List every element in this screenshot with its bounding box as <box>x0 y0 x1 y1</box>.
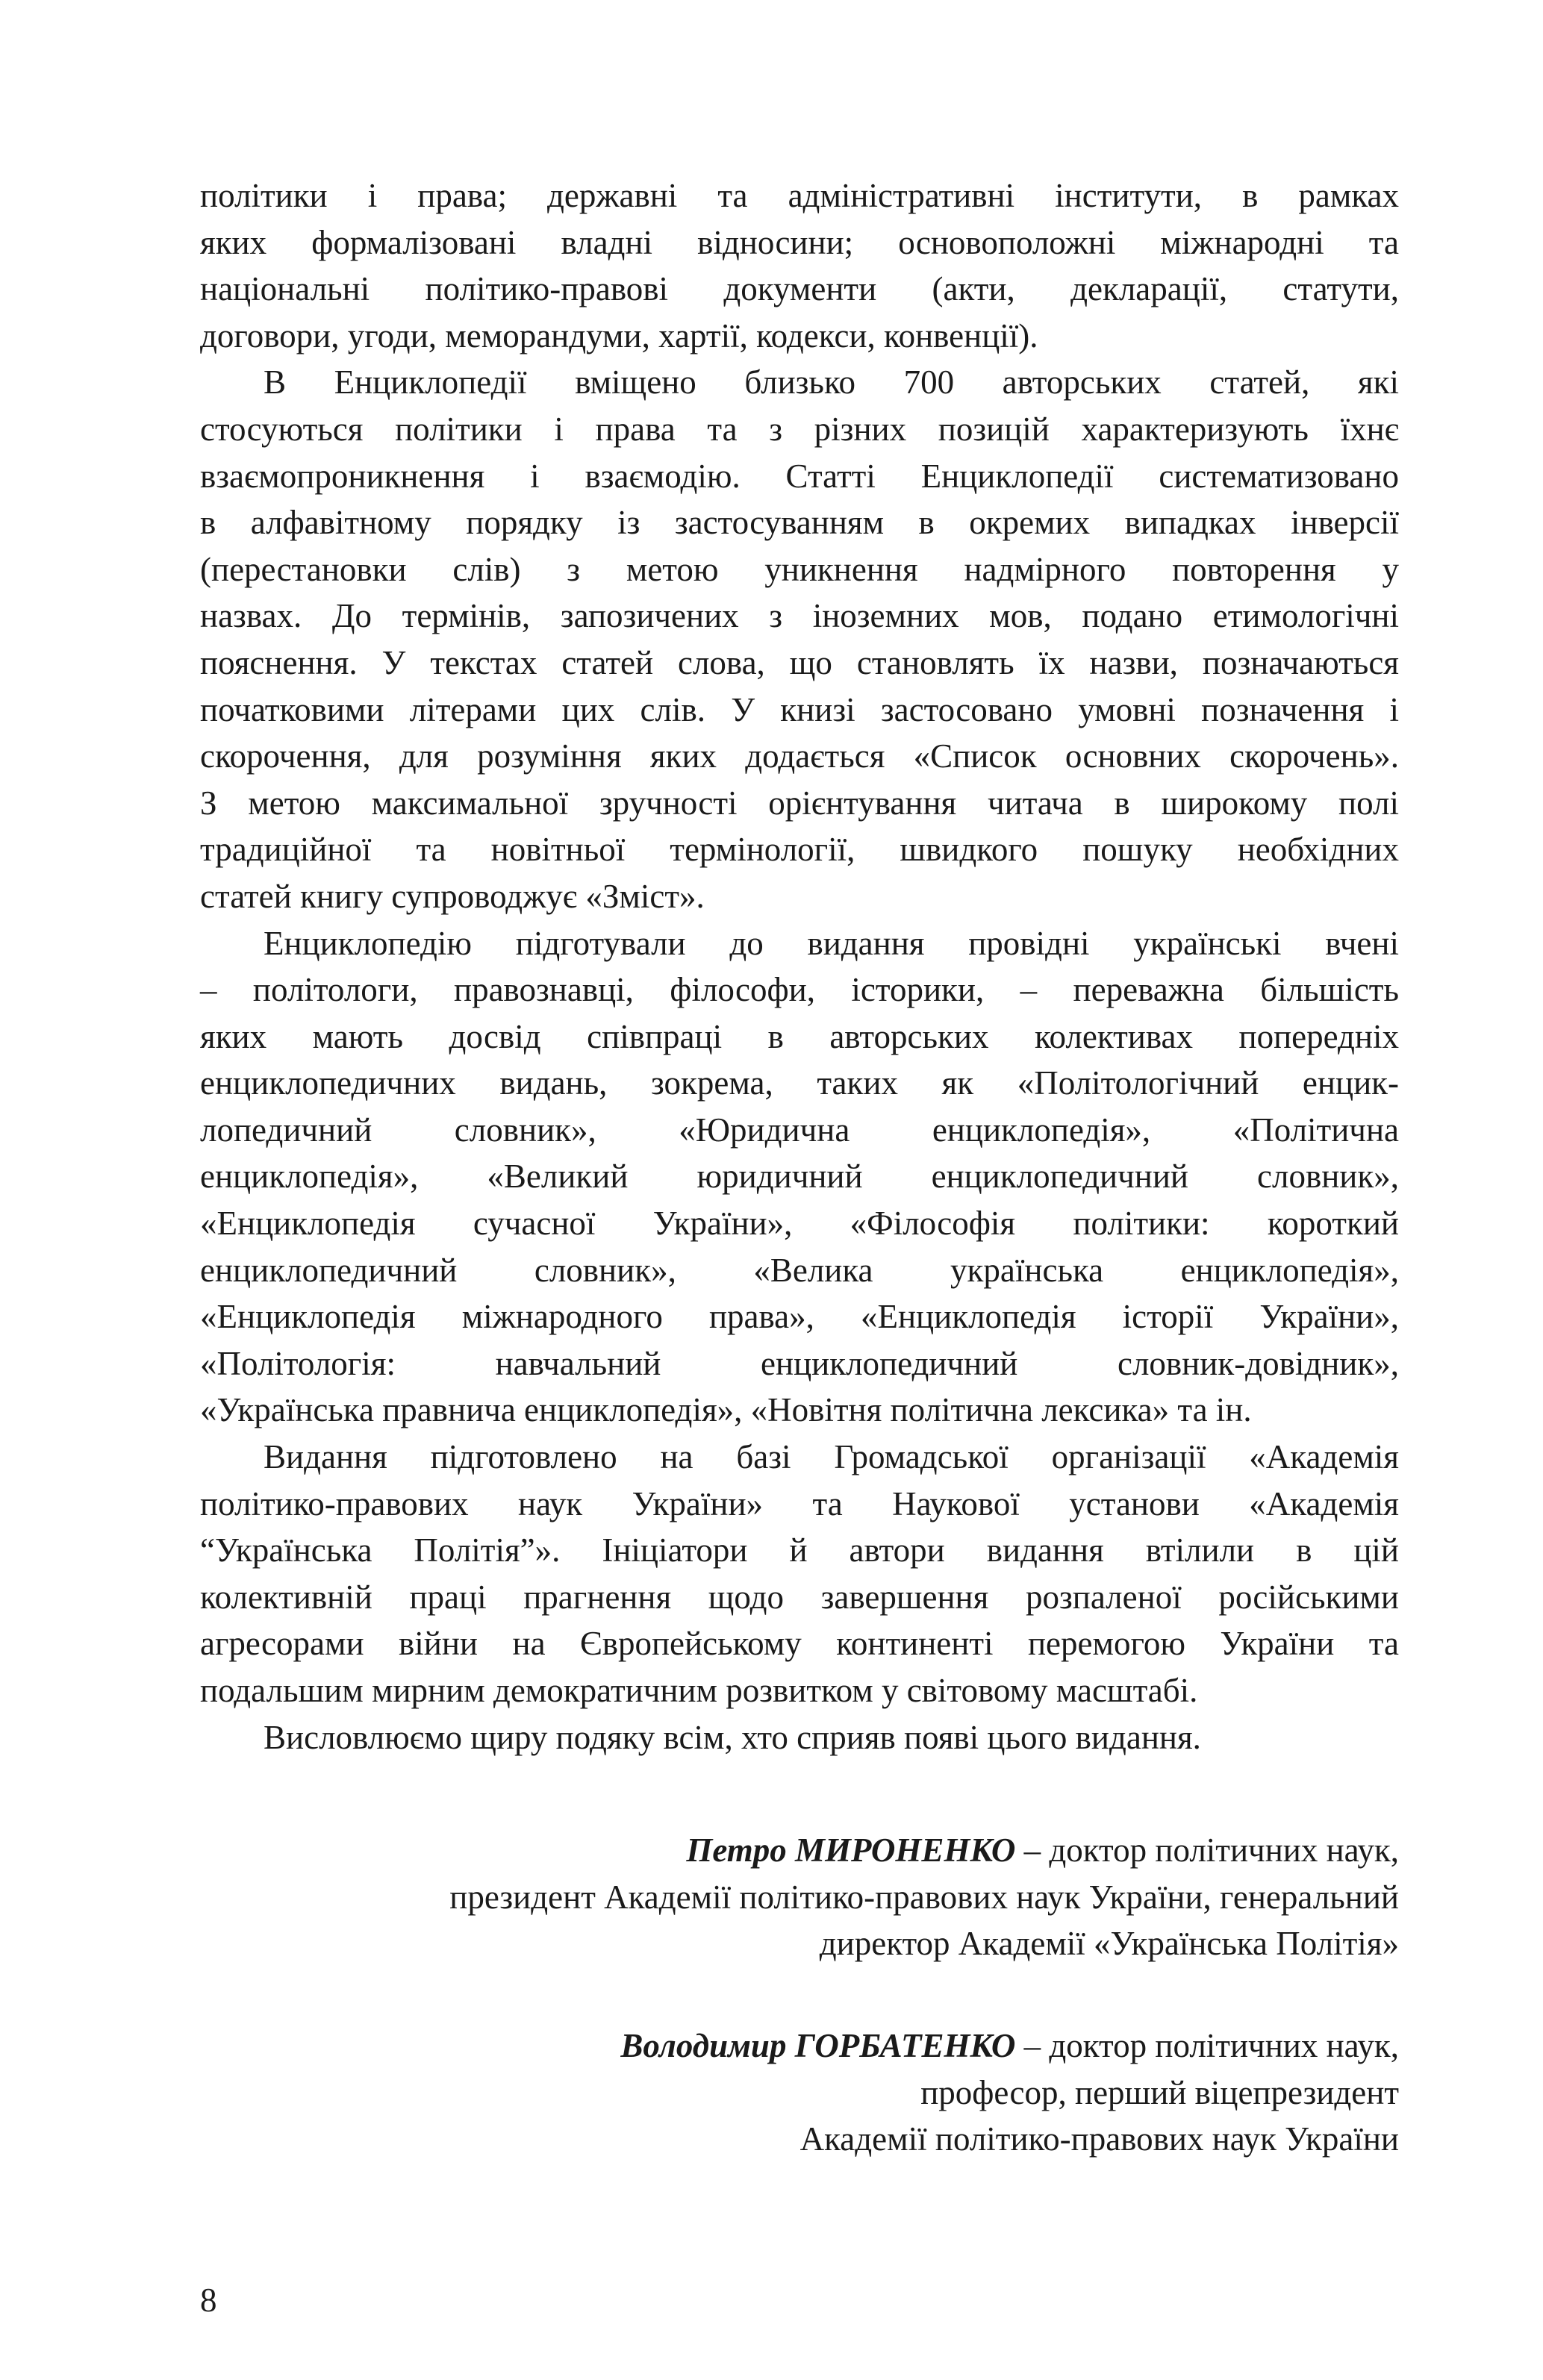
author-title-line: Академії політико-правових наук України <box>799 2120 1399 2158</box>
author-title: – доктор політичних наук, <box>1015 2027 1399 2064</box>
paragraph-line: Видання підготовлено на базі Громадської організації «Академія <box>264 1438 1399 1476</box>
paragraph-line: договори, угоди, меморандуми, хартії, кодекси, конвенції). <box>200 316 1038 354</box>
paragraph-line: яких мають досвід співпраці в авторських колективах попередніх <box>200 1017 1399 1055</box>
paragraph-line: початковими літерами цих слів. У книзі застосовано умовні позначення і <box>200 690 1399 728</box>
signature-mironenko <box>200 1827 1399 1967</box>
paragraph-line: – політологи, правознавці, філософи, історики, – переважна більшість <box>200 971 1399 1009</box>
paragraph-line: подальшим мирним демократичним розвитком у світовому масштабі. <box>200 1672 1198 1709</box>
paragraph-line: «Політологія: навчальний енциклопедичний словник-довідник», <box>200 1344 1399 1382</box>
paragraph-line: енциклопедичних видань, зокрема, таких як «Політологічний енцик- <box>200 1064 1399 1102</box>
page-number: 8 <box>200 2281 217 2319</box>
paragraph-line: енциклопедія», «Великий юридичний енциклопедичний словник», <box>200 1158 1399 1196</box>
paragraph-line: (перестановки слів) з метою уникнення надмірного повторення у <box>200 550 1399 588</box>
paragraph-line: традиційної та новітньої термінології, швидкого пошуку необхідних <box>200 831 1399 869</box>
paragraph-line: “Українська Політія”». Ініціатори й автори видання втілили в цій <box>200 1531 1399 1570</box>
paragraph-line: скорочення, для розуміння яких додається «Список основних скорочень». <box>200 737 1399 775</box>
paragraph-line: Енциклопедію підготували до видання провідні українські вчені <box>264 924 1399 962</box>
paragraph-line: стосуються політики і права та з різних позицій характеризують їхнє <box>200 410 1399 448</box>
paragraph-line: в алфавітному порядку із застосуванням в окремих випадках інверсії <box>200 504 1399 542</box>
author-name: Володимир ГОРБАТЕНКО <box>620 2027 1016 2064</box>
signature-horbatenko <box>200 2023 1399 2163</box>
body-text <box>200 172 1399 1761</box>
paragraph-line: політики і права; державні та адміністративні інститути, в рамках <box>200 177 1399 214</box>
paragraph-line: агресорами війни на Європейському континенті перемогою України та <box>200 1625 1399 1663</box>
paragraph-line: статей книгу супроводжує «Зміст». <box>200 877 705 915</box>
paragraph-line: енциклопедичний словник», «Велика українська енциклопедія», <box>200 1251 1399 1289</box>
paragraph-line: назвах. До термінів, запозичених з іноземних мов, подано етимологічні <box>200 597 1399 635</box>
paragraph-line: пояснення. У текстах статей слова, що становлять їх назви, позначаються <box>200 643 1399 681</box>
paragraph-line: яких формалізовані владні відносини; основоположні міжнародні та <box>200 223 1399 261</box>
paragraph-line: лопедичний словник», «Юридична енциклопедія», «Політична <box>200 1111 1399 1149</box>
paragraph-line: колективній праці прагнення щодо завершення розпаленої російськими <box>200 1578 1399 1616</box>
author-name: Петро МИРОНЕНКО <box>686 1831 1016 1869</box>
paragraph-line: взаємопроникнення і взаємодію. Статті Енциклопедії систематизовано <box>200 457 1399 495</box>
paragraph-line: політико-правових наук України» та Наукової установи «Академія <box>200 1484 1399 1522</box>
paragraph-line: В Енциклопедії вміщено близько 700 авторських статей, які <box>264 363 1399 402</box>
author-title: – доктор політичних наук, <box>1015 1831 1399 1869</box>
author-title-line: директор Академії «Українська Політія» <box>819 1925 1399 1963</box>
paragraph-line: «Українська правнича енциклопедія», «Новітня політична лексика» та ін. <box>200 1391 1252 1429</box>
author-title-line: президент Академії політико-правових наук України, генеральний <box>449 1878 1399 1916</box>
paragraph-line: «Енциклопедія сучасної України», «Філософія політики: короткий <box>200 1205 1399 1243</box>
author-title-line: професор, перший віцепрезидент <box>920 2073 1399 2111</box>
paragraph-line: «Енциклопедія міжнародного права», «Енциклопедія історії України», <box>200 1298 1399 1336</box>
paragraph-line: З метою максимальної зручності орієнтування читача в широкому полі <box>200 784 1399 822</box>
paragraph-line: Висловлюємо щиру подяку всім, хто сприяв появі цього видання. <box>264 1718 1201 1756</box>
paragraph-line: національні політико-правові документи (акти, декларації, статути, <box>200 270 1399 308</box>
